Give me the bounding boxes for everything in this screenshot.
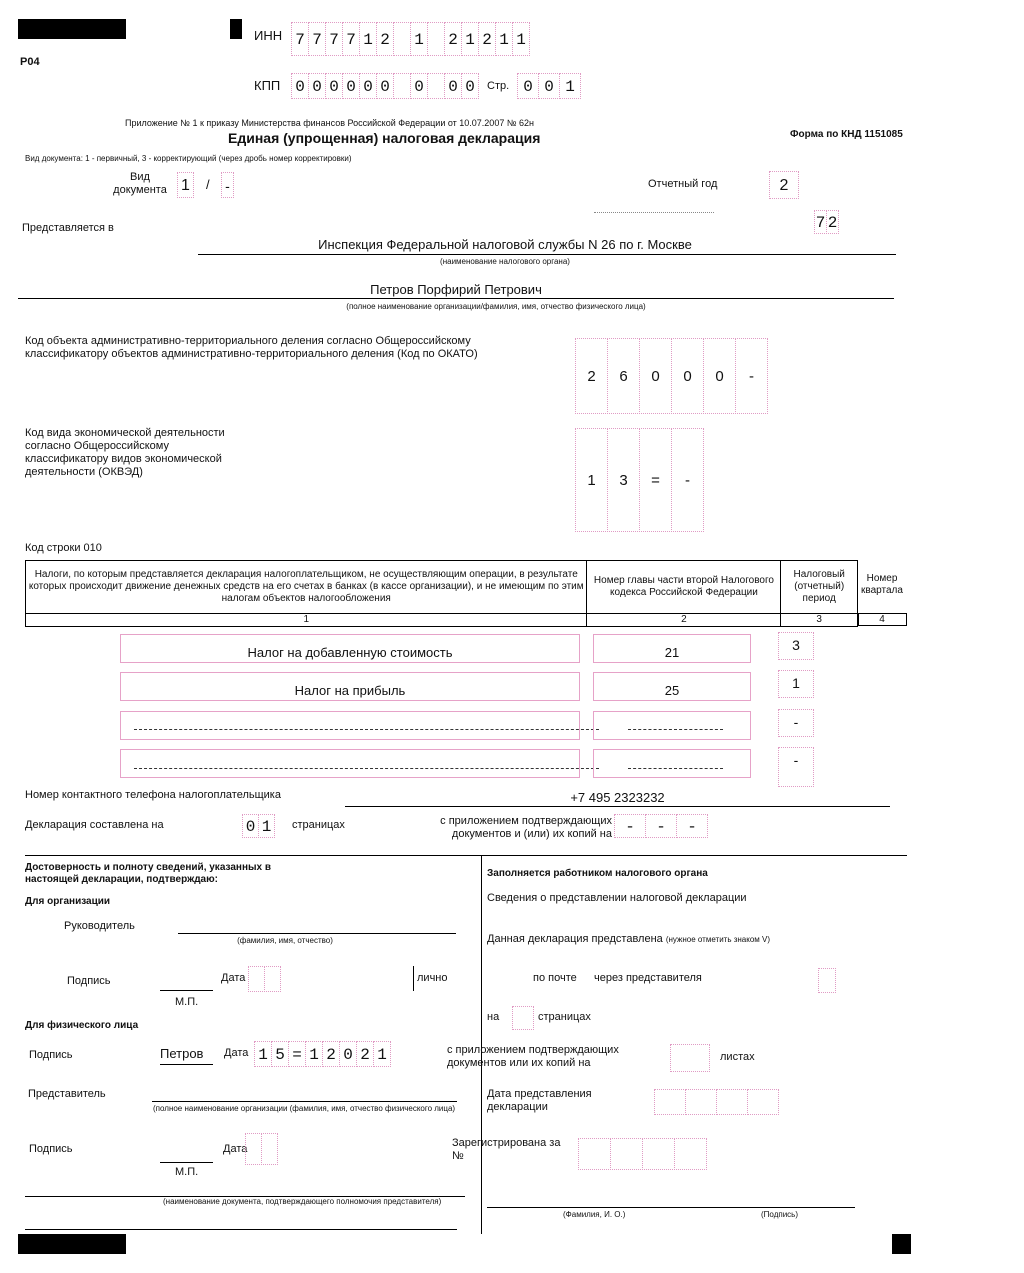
kpp-cell[interactable]: 0	[410, 73, 428, 99]
pages-cell[interactable]: 0	[242, 814, 259, 838]
okato-cell[interactable]: 0	[639, 338, 672, 414]
okato-label: Код объекта административно-территориального деления согласно Общероссийскому классификатору объектов административно-территориального деления (Код по ОКАТО)	[25, 335, 478, 360]
regno-cell[interactable]	[642, 1138, 675, 1170]
document-title: Единая (упрощенная) налоговая декларация	[228, 130, 541, 146]
attach-cell[interactable]: -	[676, 814, 708, 838]
persondate-cell[interactable]: 0	[339, 1041, 357, 1067]
reg-number-cells[interactable]	[578, 1138, 706, 1170]
confirm-title: Достоверность и полноту сведений, указанных в настоящей декларации, подтверждаю:	[25, 862, 272, 885]
tax-row-3-period[interactable]: -	[778, 709, 814, 737]
okato-cell[interactable]: 0	[703, 338, 736, 414]
persondate-cell[interactable]: 2	[322, 1041, 340, 1067]
person-date-cells[interactable]	[254, 1041, 390, 1067]
col-number-4: 4	[879, 614, 885, 625]
kpp-cell[interactable]: 0	[461, 73, 479, 99]
attach-cell[interactable]: -	[614, 814, 646, 838]
okved-cell[interactable]: =	[639, 428, 672, 532]
regno-cell[interactable]	[674, 1138, 707, 1170]
regno-cell[interactable]	[610, 1138, 643, 1170]
staff-fio-caption: (Фамилия, И. О.)	[563, 1210, 626, 1219]
on-label: на	[487, 1011, 500, 1023]
kpp-cell[interactable]: 0	[376, 73, 394, 99]
staff-sign-underline	[487, 1207, 855, 1208]
tax-row-1-period[interactable]: 3	[778, 632, 814, 660]
kpp-label: КПП	[254, 78, 281, 93]
org-sign-label: Подпись	[67, 975, 111, 987]
attach-cells[interactable]	[614, 814, 707, 838]
inn-cells[interactable]	[291, 22, 529, 56]
tax-row-4-name[interactable]	[120, 749, 580, 778]
tax-row-4-name-dashes	[134, 768, 599, 769]
corner-marker-top-left	[18, 19, 126, 39]
head-caption: (фамилия, имя, отчество)	[237, 936, 333, 945]
col-number-1: 1	[26, 614, 587, 627]
org-date-label: Дата	[221, 972, 246, 984]
rep-label: Представитель	[28, 1088, 106, 1100]
persondate-cell[interactable]: 1	[254, 1041, 272, 1067]
inn-cell[interactable]: 1	[461, 22, 479, 56]
staffdate-cell[interactable]	[685, 1089, 717, 1115]
tax-row-4-chapter[interactable]	[593, 749, 751, 778]
attach-cell[interactable]: -	[645, 814, 677, 838]
via-rep-label: через представителя	[594, 972, 702, 984]
authcode-cell[interactable]: 7	[814, 210, 827, 234]
col-period-header: Налоговый (отчетный) период	[781, 561, 858, 614]
tax-row-3-chapter[interactable]	[593, 711, 751, 740]
rep-date-cells[interactable]	[245, 1133, 277, 1165]
phone-value[interactable]: +7 495 2323232	[570, 790, 665, 805]
knd-code: Форма по КНД 1151085	[790, 129, 903, 140]
rep-mp: М.П.	[175, 1166, 199, 1178]
head-underline	[178, 933, 456, 934]
staff-date-label: Дата представления декларации	[487, 1088, 592, 1113]
tax-row-3-chapter-dashes	[628, 729, 723, 730]
personal-label: лично	[417, 972, 448, 984]
row-code-label: Код строки 010	[25, 542, 102, 554]
authority-caption: (наименование налогового органа)	[440, 257, 570, 266]
tax-row-3-name[interactable]	[120, 711, 580, 740]
pages-cells[interactable]	[242, 814, 274, 838]
corner-marker-top	[230, 19, 242, 39]
person-sign-underline	[160, 1064, 213, 1065]
col-number-3: 3	[781, 614, 858, 627]
doc-type-correction[interactable]: -	[221, 172, 234, 198]
page-number-cells[interactable]	[517, 73, 580, 99]
orgdate-cell[interactable]	[248, 966, 265, 992]
rep-date-label: Дата	[223, 1143, 248, 1155]
okved-cell[interactable]: 3	[607, 428, 640, 532]
okved-cell[interactable]: 1	[575, 428, 608, 532]
okato-cell[interactable]: 6	[607, 338, 640, 414]
authcode-cell[interactable]: 2	[826, 210, 839, 234]
staff-sign-caption: (Подпись)	[761, 1210, 798, 1219]
staffdate-cell[interactable]	[747, 1089, 779, 1115]
inn-cell[interactable]	[393, 22, 411, 56]
order-note: Приложение № 1 к приказу Министерства финансов Российской Федерации от 10.07.2007 № 62н	[125, 118, 534, 128]
inn-cell[interactable]: 2	[376, 22, 394, 56]
persondate-cell[interactable]: 2	[356, 1041, 374, 1067]
kpp-cell[interactable]	[393, 73, 411, 99]
persondate-cell[interactable]: =	[288, 1041, 306, 1067]
kpp-cell[interactable]: 0	[308, 73, 326, 99]
repdate-cell[interactable]	[245, 1133, 262, 1165]
sheets-label: листах	[720, 1051, 755, 1063]
authority-underline	[198, 254, 896, 255]
okato-cell[interactable]: 2	[575, 338, 608, 414]
pages-cell[interactable]: 1	[258, 814, 275, 838]
kpp-cells[interactable]	[291, 73, 478, 99]
inn-cell[interactable]	[427, 22, 445, 56]
section-divider	[25, 855, 907, 856]
inn-label: ИНН	[254, 28, 283, 43]
tax-table-header	[25, 560, 858, 627]
submitted-text: Данная декларация представлена	[487, 933, 663, 945]
rep-underline	[152, 1101, 457, 1102]
phone-underline	[345, 806, 890, 807]
okato-cell[interactable]: -	[735, 338, 768, 414]
taxpayer-name[interactable]: Петров Порфирий Петрович	[370, 282, 542, 297]
submitted-note: (нужное отметить знаком V)	[665, 935, 771, 944]
inn-cell[interactable]: 2	[478, 22, 496, 56]
doc-type-value[interactable]: 1	[177, 172, 194, 198]
kpp-cell[interactable]: 0	[444, 73, 462, 99]
inn-cell[interactable]: 7	[308, 22, 326, 56]
doc-type-separator: /	[206, 177, 210, 192]
doc-type-note: Вид документа: 1 - первичный, 3 - корректирующий (через дробь номер корректировки)	[25, 154, 352, 163]
reg-label: Зарегистрирована за №	[452, 1137, 561, 1162]
tax-row-4-chapter-dashes	[628, 768, 723, 769]
person-sign-value[interactable]: Петров	[160, 1046, 204, 1061]
year-value[interactable]: 2	[769, 171, 799, 199]
phone-label: Номер контактного телефона налогоплательщика	[25, 789, 281, 801]
rep-sign-label: Подпись	[29, 1143, 73, 1155]
persondate-cell[interactable]: 5	[271, 1041, 289, 1067]
pageno-cell[interactable]: 1	[559, 73, 581, 99]
submitted-to-label: Представляется в	[22, 222, 114, 234]
regno-cell[interactable]	[578, 1138, 611, 1170]
inn-cell[interactable]: 1	[410, 22, 428, 56]
okved-cell[interactable]: -	[671, 428, 704, 532]
col-taxes-header: Налоги, по которым представляется декларация налогоплательщиком, не осуществляющим операции, в результате которых происходит движение денежных средств на его счетах в банках (в кассе организации), и не имеющим по этим налогам объектов налогообложения	[26, 561, 587, 614]
kpp-cell[interactable]: 0	[342, 73, 360, 99]
rep-caption: (полное наименование организации (фамилия, имя, отчество физического лица)	[153, 1104, 456, 1113]
authority-name[interactable]: Инспекция Федеральной налоговой службы N 26 по г. Москве	[318, 237, 692, 252]
via-rep-checkbox[interactable]	[818, 968, 836, 993]
staff-pages-box[interactable]	[512, 1006, 534, 1030]
person-title: Для физического лица	[25, 1020, 139, 1031]
okved-cells[interactable]	[575, 428, 703, 532]
submission-info: Сведения о представлении налоговой декларации	[487, 892, 747, 904]
person-date-label: Дата	[224, 1047, 249, 1059]
rep-doc-caption: (наименование документа, подтверждающего полномочия представителя)	[163, 1197, 442, 1206]
pages-suffix: страницах	[292, 819, 345, 831]
staffdate-cell[interactable]	[716, 1089, 748, 1115]
year-label: Отчетный год	[648, 178, 718, 190]
staff-sheets-box[interactable]	[670, 1044, 710, 1072]
col-number-2: 2	[587, 614, 781, 627]
kpp-cell[interactable]: 0	[291, 73, 309, 99]
doc-type-label: Вид документа	[113, 171, 167, 196]
tax-row-1-name[interactable]: Налог на добавленную стоимость	[120, 634, 580, 663]
year-underline	[594, 212, 714, 213]
tax-row-1-chapter[interactable]: 21	[593, 634, 751, 663]
okato-cell[interactable]: 0	[671, 338, 704, 414]
person-sign-label: Подпись	[29, 1049, 73, 1061]
pageno-cell[interactable]: 0	[538, 73, 560, 99]
inn-cell[interactable]: 7	[342, 22, 360, 56]
taxpayer-underline	[18, 298, 894, 299]
org-sign-underline	[160, 990, 213, 991]
persondate-cell[interactable]: 1	[373, 1041, 391, 1067]
taxpayer-caption: (полное наименование организации/фамилия, имя, отчество физического лица)	[346, 302, 646, 311]
personal-divider	[413, 966, 414, 991]
authority-code-cells[interactable]	[814, 210, 838, 234]
inn-cell[interactable]: 7	[325, 22, 343, 56]
col-quarter-header: Номер квартала	[861, 573, 903, 596]
staff-attach-label: с приложением подтверждающих документов или их копий на	[447, 1044, 619, 1069]
okved-label: Код вида экономической деятельности согласно Общероссийскому классификатору видов экономической деятельности (ОКВЭД)	[25, 427, 225, 478]
page-label: Стр.	[487, 80, 510, 92]
org-mp: М.П.	[175, 996, 199, 1008]
staff-title: Заполняется работником налогового органа	[487, 868, 708, 879]
orgdate-cell[interactable]	[264, 966, 281, 992]
tax-row-4-period[interactable]: -	[778, 747, 814, 787]
okato-cells[interactable]	[575, 338, 767, 414]
corner-marker-bottom-left	[18, 1234, 126, 1254]
attach-label: с приложением подтверждающих документов и (или) их копий на	[440, 815, 612, 840]
inn-cell[interactable]: 7	[291, 22, 309, 56]
org-title: Для организации	[25, 896, 111, 907]
inn-cell[interactable]: 1	[495, 22, 513, 56]
kpp-cell[interactable]: 0	[325, 73, 343, 99]
kpp-cell[interactable]	[427, 73, 445, 99]
pageno-cell[interactable]: 0	[517, 73, 539, 99]
staff-pages-label: страницах	[538, 1011, 591, 1023]
tax-row-2-chapter[interactable]: 25	[593, 672, 751, 701]
tax-row-2-period[interactable]: 1	[778, 670, 814, 698]
tax-row-2-name[interactable]: Налог на прибыль	[120, 672, 580, 701]
staffdate-cell[interactable]	[654, 1089, 686, 1115]
pages-label: Декларация составлена на	[25, 819, 164, 831]
inn-cell[interactable]: 2	[444, 22, 462, 56]
tax-row-3-name-dashes	[134, 729, 599, 730]
by-mail-label: по почте	[533, 972, 577, 984]
kpp-cell[interactable]: 0	[359, 73, 377, 99]
staff-date-cells[interactable]	[654, 1089, 778, 1115]
col-chapter-header: Номер главы части второй Налогового кодекса Российской Федерации	[587, 561, 781, 614]
persondate-cell[interactable]: 1	[305, 1041, 323, 1067]
head-label: Руководитель	[64, 920, 135, 932]
inn-cell[interactable]: 1	[359, 22, 377, 56]
org-date-cells[interactable]	[248, 966, 280, 992]
rep-sign-underline	[160, 1162, 213, 1163]
rep-doc-underline-2	[25, 1229, 457, 1230]
repdate-cell[interactable]	[261, 1133, 278, 1165]
submitted-label	[487, 933, 770, 946]
form-code: Р04	[20, 56, 40, 68]
inn-cell[interactable]: 1	[512, 22, 530, 56]
corner-marker-bottom-right	[892, 1234, 911, 1254]
